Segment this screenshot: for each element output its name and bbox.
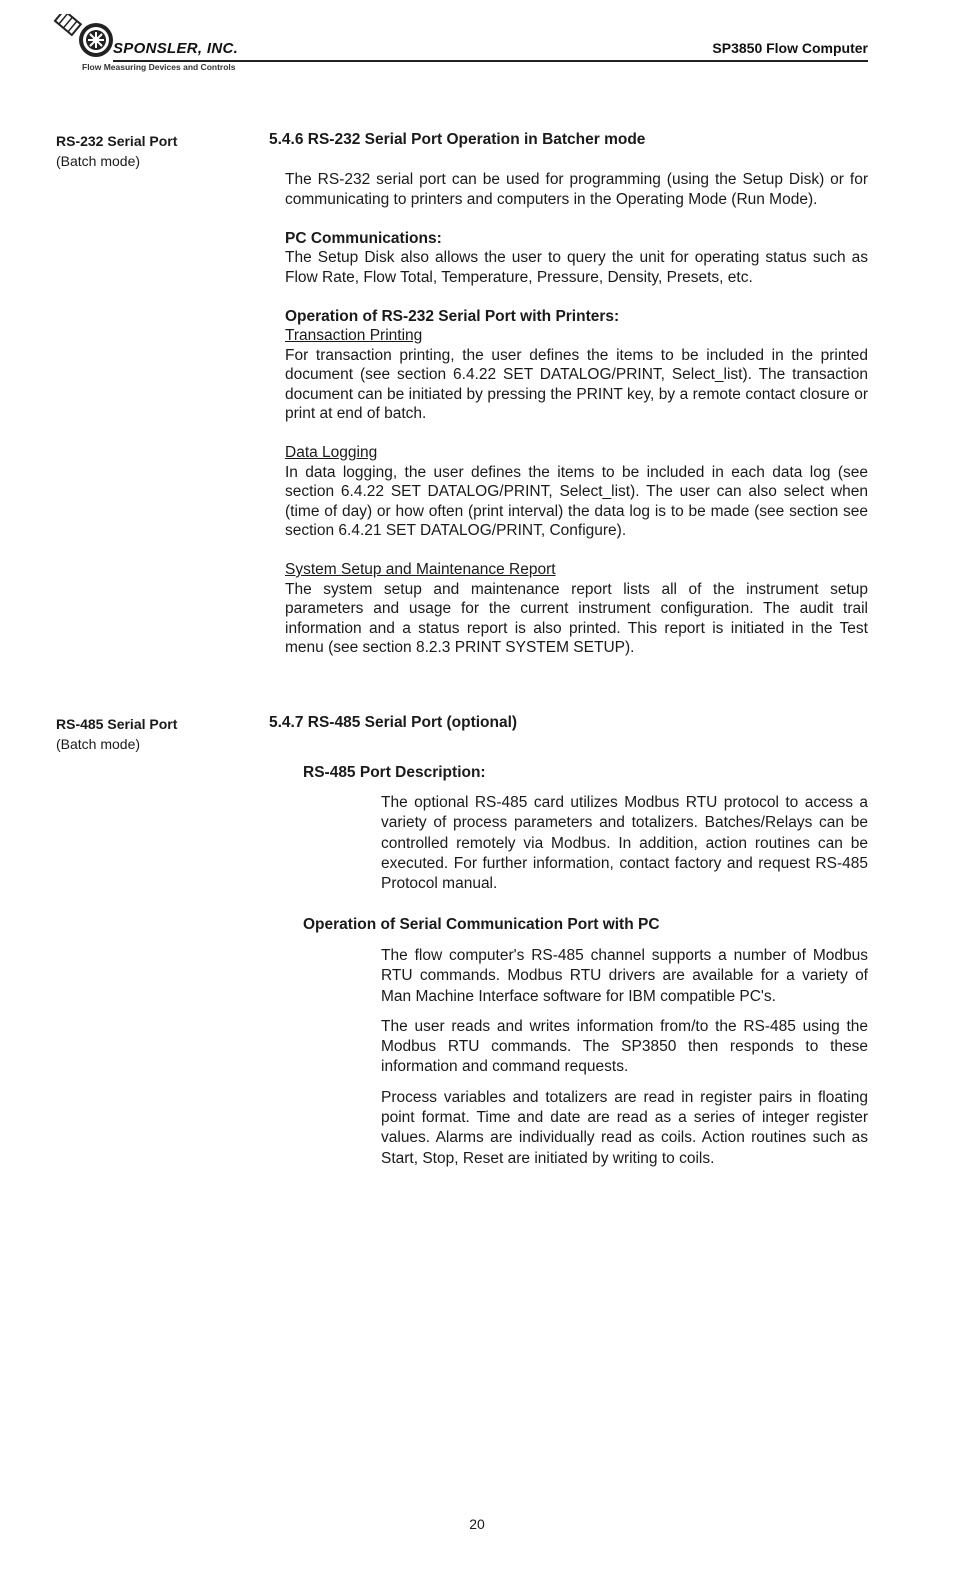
side-label-rs232 xyxy=(56,131,256,171)
transaction-printing-text: For transaction printing, the user defines the items to be included in the printed document (see section 6.4.22 SET DATALOG/PRINT, Select_list). The transaction document can be initiated by pressing the PRINT key, by a remote contact closure or print at end of batch. xyxy=(285,346,868,422)
pc-communications-text: The Setup Disk also allows the user to query the unit for operating status such as Flow Rate, Flow Total, Temperature, Pressure, Density, Presets, etc. xyxy=(285,249,868,286)
pc-communications-heading: PC Communications: xyxy=(285,229,442,247)
intro-paragraph: The RS-232 serial port can be used for programming (using the Setup Disk) or for communicating to printers and computers in the Operating Mode (Run Mode). xyxy=(285,171,868,208)
data-logging-text: In data logging, the user defines the items to be included in each data log (see section 6.4.22 SET DATALOG/PRINT, Select_list). The user can also select when (time of day) or how often (print interval) the data log is to be made (see section see section 6.4.21 SET DATALOG/PRINT, Configure). xyxy=(285,463,868,539)
paragraph-read-write: The user reads and writes information from/to the RS-485 using the Modbus RTU commands. The SP3850 then responds to these information and command requests. xyxy=(381,1017,868,1076)
section-title-547: 5.4.7 RS-485 Serial Port (optional) xyxy=(269,714,518,731)
company-tagline: Flow Measuring Devices and Controls xyxy=(82,62,236,72)
serial-pc-heading: Operation of Serial Communication Port with PC xyxy=(303,916,660,933)
data-logging-heading: Data Logging xyxy=(285,444,378,461)
side-label-rs485 xyxy=(56,714,256,754)
printers-heading: Operation of RS-232 Serial Port with Printers: xyxy=(285,307,620,325)
port-description-body xyxy=(381,793,868,904)
section-546-body xyxy=(285,170,868,658)
side-label-title: RS-485 Serial Port xyxy=(56,716,178,732)
side-label-title: RS-232 Serial Port xyxy=(56,133,178,149)
document-title: SP3850 Flow Computer xyxy=(712,40,868,56)
company-name: SPONSLER, INC. xyxy=(113,40,239,57)
side-label-subtitle: (Batch mode) xyxy=(56,153,141,169)
section-title-546: 5.4.6 RS-232 Serial Port Operation in Batcher mode xyxy=(269,131,646,148)
system-setup-heading: System Setup and Maintenance Report xyxy=(285,561,556,578)
port-description-heading: RS-485 Port Description: xyxy=(303,764,486,781)
header-divider xyxy=(113,60,868,62)
side-label-subtitle: (Batch mode) xyxy=(56,736,141,752)
paragraph-registers: Process variables and totalizers are read in register pairs in floating point format. Time and date are read as a series of integer register values. Alarms are individually read as coils. Action routines such as Start, Stop, Reset are initiated by writing to coils. xyxy=(381,1088,868,1167)
system-setup-text: The system setup and maintenance report lists all of the instrument setup parameters and usage for the current instrument configuration. The audit trail information and a status report is also printed. This report is initiated in the Test menu (see section 8.2.3 PRINT SYSTEM SETUP). xyxy=(285,580,868,656)
paragraph-modbus-commands: The flow computer's RS-485 channel supports a number of Modbus RTU commands. Modbus RTU drivers are available for a variety of Man Machine Interface software for IBM compatible PC's. xyxy=(381,947,868,1005)
port-description-text: The optional RS-485 card utilizes Modbus RTU protocol to access a variety of process parameters and totalizers. Batches/Relays can be controlled remotely via Modbus. In addition, action routines can be executed. For further information, contact factory and request RS-485 Protocol manual. xyxy=(381,794,868,893)
page-number: 20 xyxy=(469,1516,485,1532)
transaction-printing-heading: Transaction Printing xyxy=(285,327,423,344)
serial-pc-body xyxy=(381,946,868,1179)
